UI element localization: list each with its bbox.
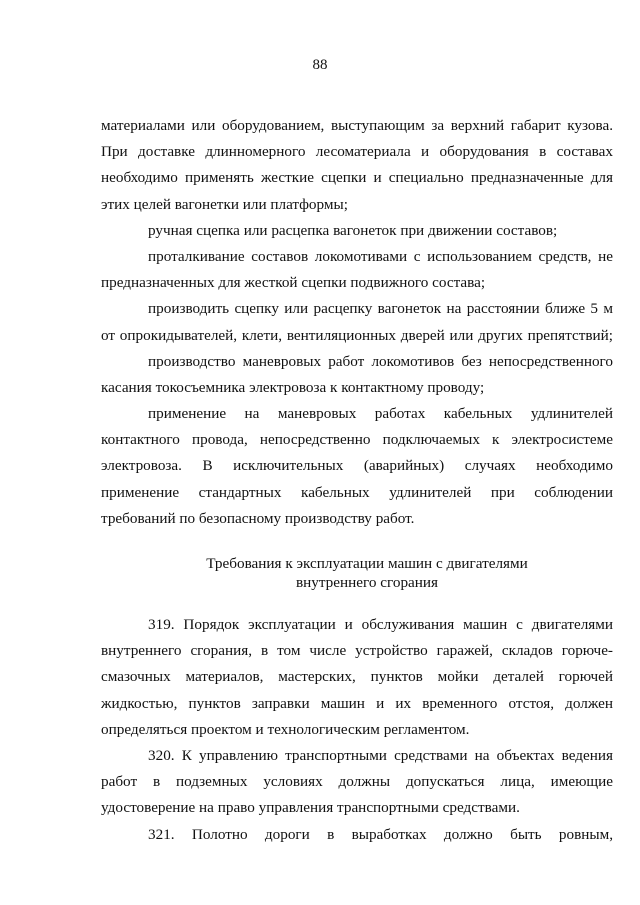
text-line: производить сцепку или расцепку вагонеток на расстоянии ближе 5 м [148,300,613,318]
text-line: контактного провода, непосредственно подключаемых к электросистеме [101,431,613,449]
text-line: ручная сцепка или расцепка вагонеток при движении составов; [148,221,558,239]
text-line: требований по безопасному производству работ. [101,509,415,527]
text-line: необходимо применять жесткие сцепки и специально предназначенные для [101,169,613,187]
text-line: электровоза. В исключительных (аварийных) случаях необходимо [101,457,613,475]
text-line: определяться проектом и технологическим регламентом. [101,720,470,738]
text-line: 321. Полотно дороги в выработках должно быть ровным, [148,825,613,843]
text-line: применение стандартных кабельных удлинителей при соблюдении [101,483,613,501]
text-line: применение на маневровых работах кабельных удлинителей [148,405,613,423]
text-line: 320. К управлению транспортными средствами на объектах ведения [148,746,613,764]
text-line: удостоверение на право управления транспортными средствами. [101,799,520,817]
page-number: 88 [312,57,328,73]
text-line: смазочных материалов, мастерских, пунктов мойки деталей горючей [101,668,613,686]
document-body [101,113,613,848]
text-line: от опрокидывателей, клети, вентиляционных дверей или других препятствий; [101,326,613,344]
text-line: производство маневровых работ локомотивов без непосредственного [148,352,613,370]
text-line: касания токосъемника электровоза к контактному проводу; [101,378,485,396]
text-line: проталкивание составов локомотивами с использованием средств, не [148,247,613,265]
text-line: жидкостью, пунктов заправки машин и их временного отстоя, должен [101,694,613,712]
text-line: 319. Порядок эксплуатации и обслуживания машин с двигателями [148,616,613,633]
text-line: материалами или оборудованием, выступающим за верхний габарит кузова. [101,117,613,134]
paragraph-block-1 [101,113,613,532]
text-line: предназначенных для жесткой сцепки подвижного состава; [101,274,486,292]
text-line: работ в подземных условиях должны допускаться лица, имеющие [101,773,613,791]
section-heading-line-2: внутреннего сгорания [295,574,439,591]
paragraph-block-2 [101,612,613,848]
section-heading-line-1: Требования к эксплуатации машин с двигателями [206,555,528,572]
section-heading [101,554,613,592]
text-line: При доставке длинномерного лесоматериала и оборудования в составах [101,143,613,161]
text-line: этих целей вагонетки или платформы; [101,195,348,213]
text-line: внутреннего сгорания, в том числе устройство гаражей, складов горюче- [101,642,613,660]
